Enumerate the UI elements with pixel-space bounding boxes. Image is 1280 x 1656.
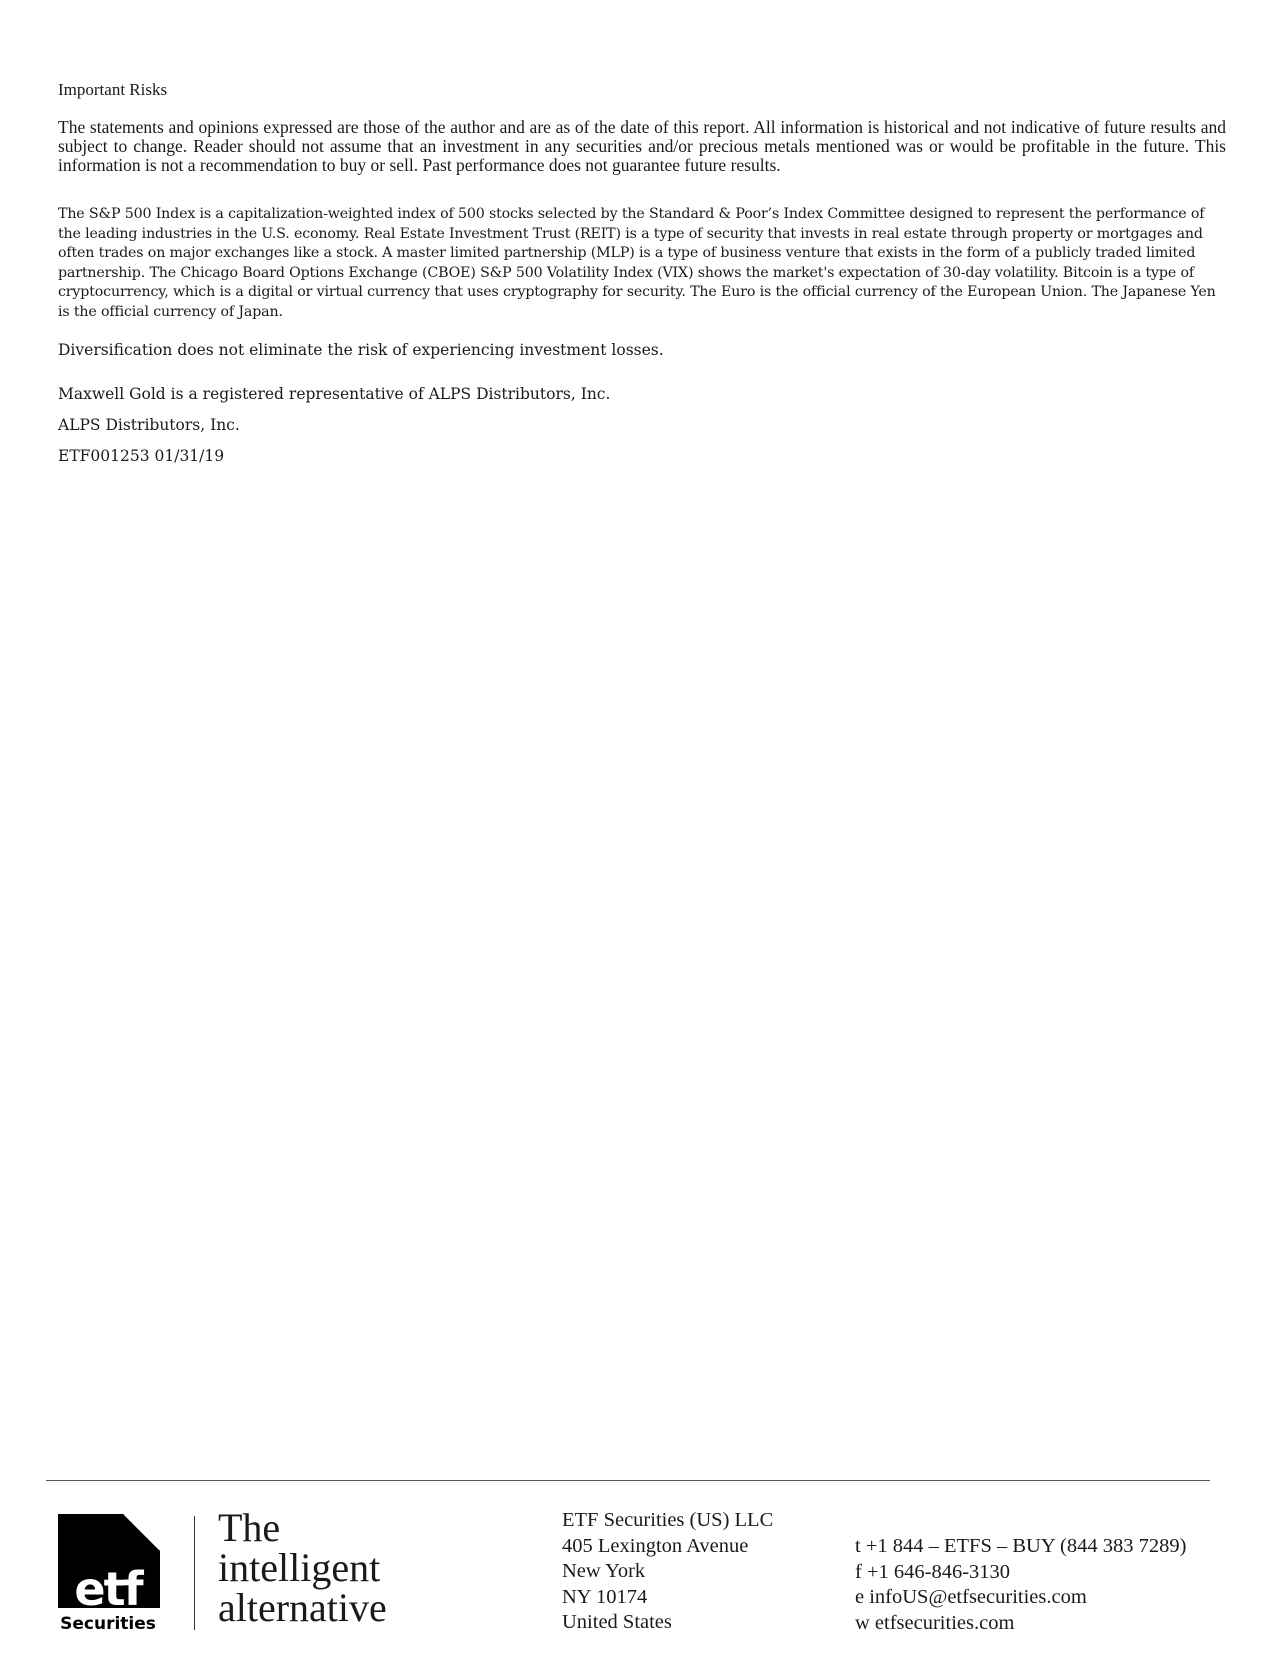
- address-line: United States: [562, 1611, 672, 1633]
- footer-divider-line: [46, 1480, 1210, 1481]
- phone-line: t +1 844 – ETFS – BUY (844 383 7289): [855, 1535, 1187, 1557]
- document-code: ETF001253 01/31/19: [58, 447, 225, 465]
- representative-line: Maxwell Gold is a registered representative of ALPS Distributors, Inc.: [58, 385, 611, 403]
- distributor-line: ALPS Distributors, Inc.: [58, 416, 240, 434]
- tagline-line: The: [218, 1505, 281, 1550]
- address-line: NY 10174: [562, 1585, 648, 1608]
- contact-info: [855, 1534, 1186, 1636]
- tagline: [218, 1505, 387, 1630]
- risk-statement-paragraph: The statements and opinions expressed are those of the author and are as of the date of this report. All information is historical and not indicative of future results and subject to change. Reader should not assume that an investment in any securities and/or precious metals mentioned was or would be profitable in the future. This information is not a recommendation to buy or sell. Past performance does not guarantee future results.: [58, 117, 1226, 175]
- logo-subtitle: Securities: [60, 1614, 156, 1632]
- diversification-note: Diversification does not eliminate the risk of experiencing investment losses.: [58, 341, 664, 359]
- tagline-line: alternative: [218, 1585, 387, 1630]
- tagline-line: intelligent: [218, 1545, 381, 1590]
- section-heading: Important Risks: [58, 80, 168, 99]
- address-line: New York: [562, 1560, 646, 1582]
- index-definitions-paragraph: The S&P 500 Index is a capitalization-weighted index of 500 stocks selected by the Standard & Poor’s Index Committee designed to represent the performance of the leading industries in the U.S. economy. Real Estate Investment Trust (REIT) is a type of security that invests in real estate through property or mortgages and often trades on major exchanges like a stock. A master limited partnership (MLP) is a type of business venture that exists in the form of a publicly traded limited partnership. The Chicago Board Options Exchange (CBOE) S&P 500 Volatility Index (VIX) shows the market's expectation of 30-day volatility. Bitcoin is a type of cryptocurrency, which is a digital or virtual currency that uses cryptography for security. The Euro is the official currency of the European Union. The Japanese Yen is the official currency of Japan.: [58, 206, 1216, 320]
- document-body: [58, 80, 1226, 477]
- website-line: w etfsecurities.com: [855, 1611, 1015, 1634]
- address-line: 405 Lexington Avenue: [562, 1534, 749, 1557]
- logo-word: etf: [74, 1562, 142, 1616]
- company-address: [562, 1508, 773, 1636]
- logo-divider: [194, 1516, 195, 1630]
- address-line: ETF Securities (US) LLC: [562, 1509, 774, 1531]
- email-line: e infoUS@etfsecurities.com: [855, 1586, 1087, 1608]
- fax-line: f +1 646-846-3130: [855, 1560, 1011, 1583]
- etf-securities-logo: [58, 1514, 160, 1632]
